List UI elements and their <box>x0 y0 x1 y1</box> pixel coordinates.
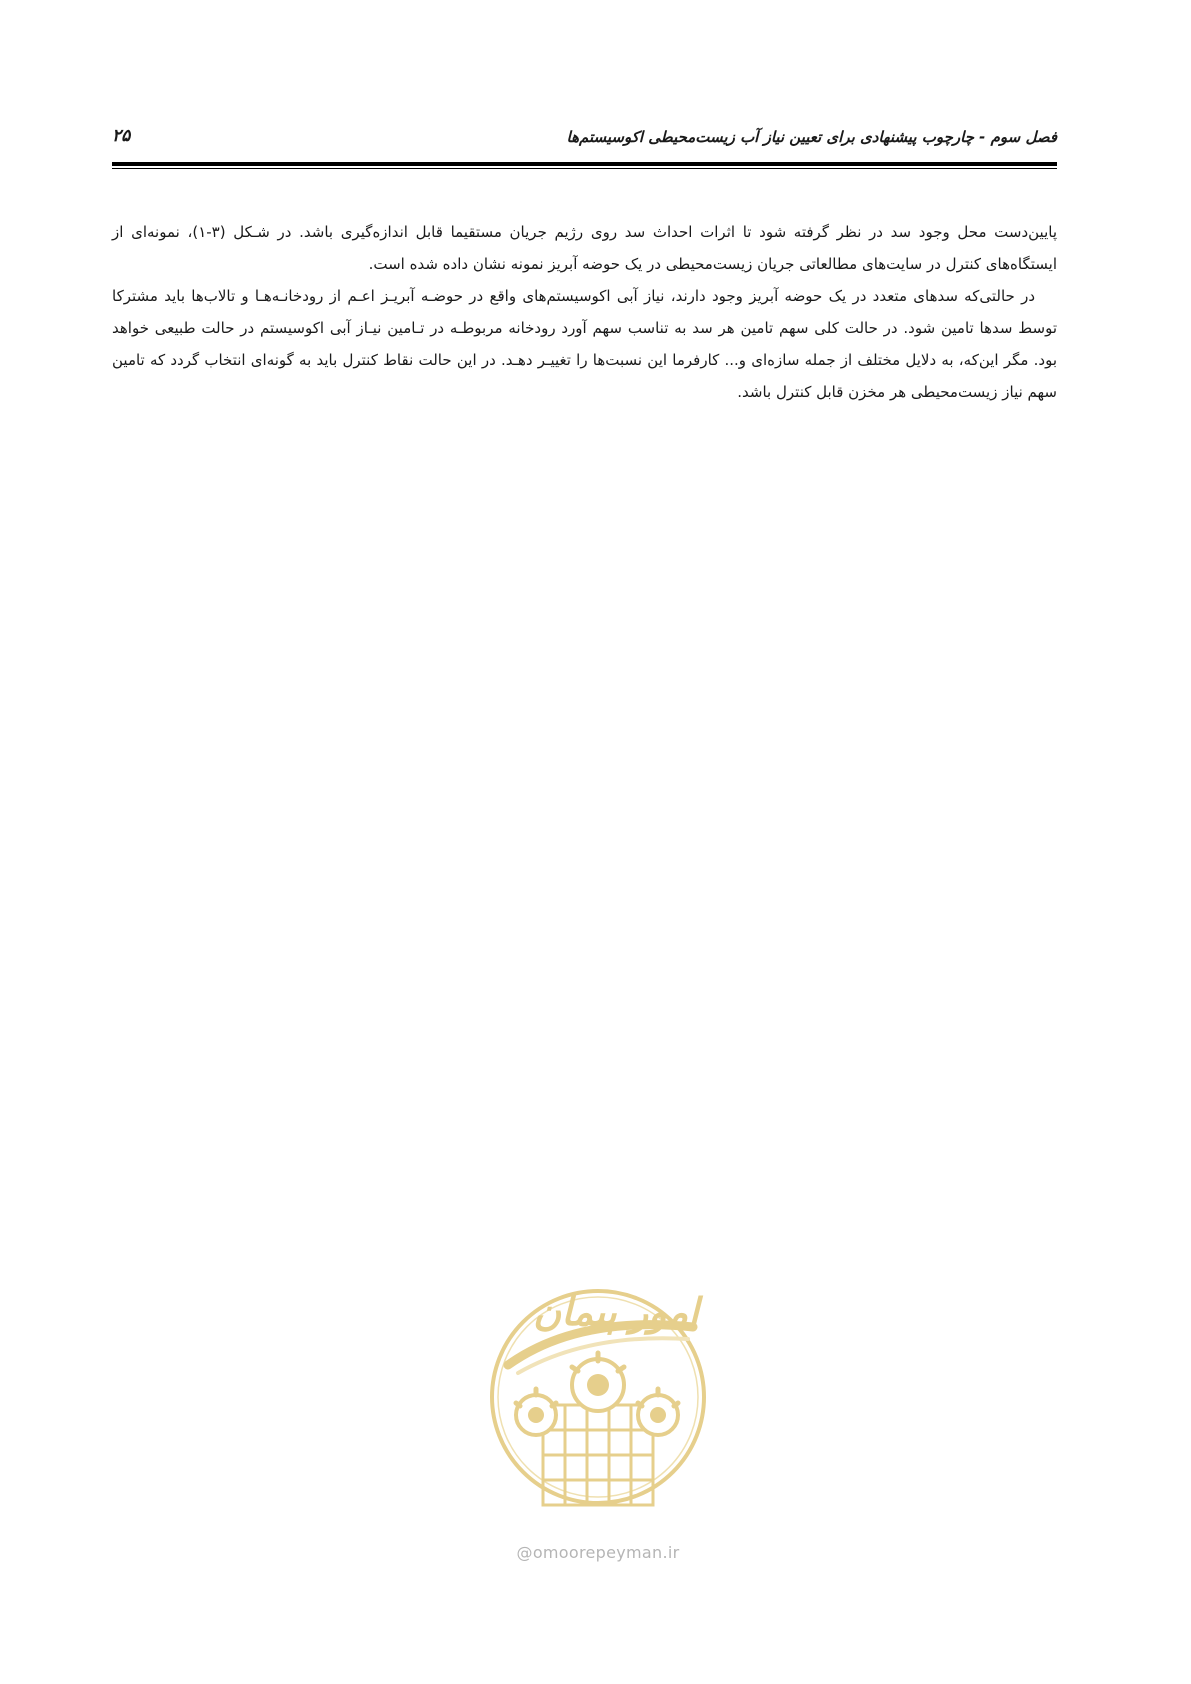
logo-text: امور پیمان <box>533 1290 699 1334</box>
watermark-url: @omoorepeyman.ir <box>516 1543 680 1562</box>
paragraph-2: در حالتی‌که سدهای متعدد در یک حوضه آبریز وجود دارند، نیاز آبی اکوسیستم‌های واقع در حوضـه آبریـز اعـم از رودخانـه‌هـا و تالاب‌ها باید مشترکا توسط سدها تامین شود. در حالت کلی سهم تامین هر سد به تناسب سهم آورد رودخانه مربوطـه در تـامین نیـاز آبی اکوسیستم در حالت طبیعی خواهد بود. مگر این‌که، به دلایل مختلف از جمله سازه‌ای و... کارفرما این نسبت‌ها را تغییـر دهـد. در این حالت نقاط کنترل باید به گونه‌ای انتخاب گردد که تامین سهم نیاز زیست‌محیطی هر مخزن قابل کنترل باشد. <box>112 287 1057 401</box>
header-rule-thick <box>112 162 1057 166</box>
body-text <box>112 216 1057 408</box>
page-number: ۲۵ <box>112 126 131 146</box>
paragraph-1: پایین‌دست محل وجود سد در نظر گرفته شود تا اثرات احداث سد روی رژیم جریان مستقیما قابل اندازه‌گیری باشد. در شـکل (۳-۱)، نمونه‌ای از ایستگاه‌های کنترل در سایت‌های مطالعاتی جریان زیست‌محیطی در یک حوضه آبریز نمونه نشان داده شده است. <box>112 223 1057 273</box>
page-header <box>112 126 1057 156</box>
watermark-logo <box>488 1255 708 1565</box>
omoor-peyman-logo-icon <box>488 1255 708 1540</box>
header-rule-thin <box>112 168 1057 169</box>
chapter-title: فصل سوم - چارچوب پیشنهادی برای تعیین نیاز آب زیست‌محیطی اکوسیستم‌ها <box>566 128 1057 146</box>
